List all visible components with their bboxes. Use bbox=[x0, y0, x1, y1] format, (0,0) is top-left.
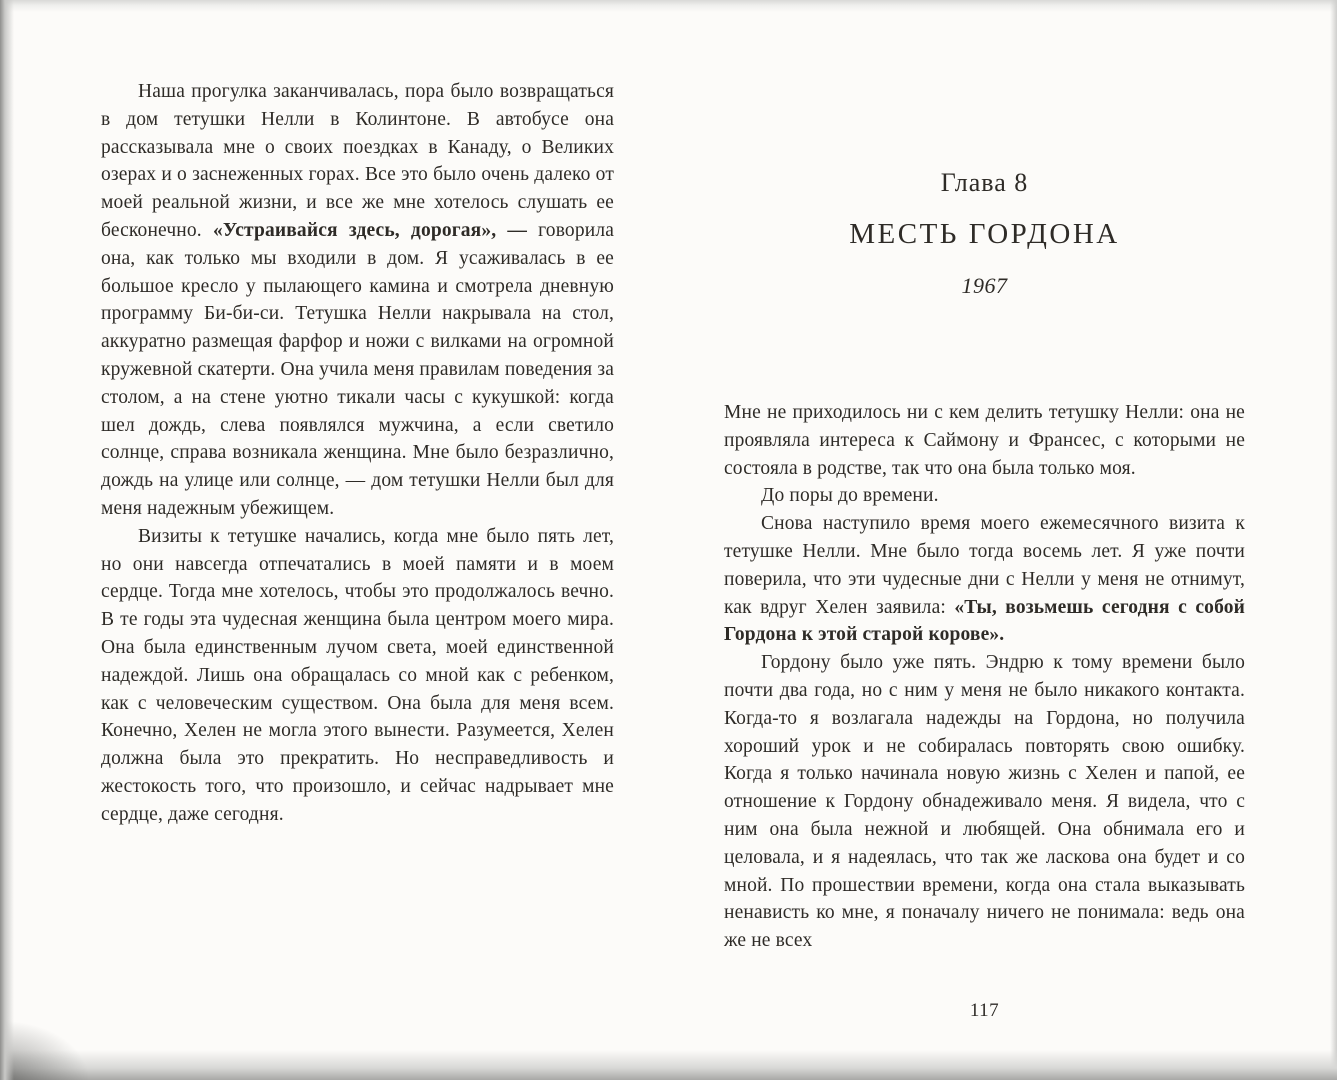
text-segment: До поры до времени. bbox=[761, 485, 939, 507]
text-segment: Наша прогулка заканчивалась, пора было возвращаться в дом тетушки Нелли в Колинтоне. В автобусе она рассказывала мне о своих поездках в Канаду, о Великих озерах и о заснеженных горах. Все это было очень далеко от моей реальной жизни, и все же мне хотелось слушать ее бесконечно. bbox=[101, 81, 614, 241]
paragraph bbox=[724, 399, 1245, 482]
scan-edge-right bbox=[1330, 0, 1337, 1080]
paragraph bbox=[724, 649, 1245, 955]
right-page-body-text bbox=[724, 399, 1245, 955]
text-segment: говорила она, как только мы входили в дом. Я усаживалась в ее большое кресло у пылающего камина и смотрела дневную программу Би-би-си. Тетушка Нелли накрывала на стол, аккуратно размещая фарфор и ножи с вилками на огромной кружевной скатерти. Она учила меня правилам поведения за столом, а на стене уютно тикали часы с кукушкой: когда шел дождь, слева появлялся мужчина, а если светило солнце, справа возникала женщина. Мне было безразлично, дождь на улице или солнце, — дом тетушки Нелли был для меня надежным убежищем. bbox=[101, 219, 615, 519]
left-page bbox=[101, 0, 614, 1080]
bold-text-segment: «Устраивайся здесь, дорогая», — bbox=[212, 219, 528, 241]
chapter-year: 1967 bbox=[961, 273, 1008, 298]
page-number: 117 bbox=[969, 1000, 1000, 1021]
paragraph bbox=[101, 523, 614, 829]
text-segment: Мне не приходилось ни с кем делить тетушку Нелли: она не проявляла интереса к Саймону и Франсес, с которыми не состояла в родстве, так что она была только моя. bbox=[724, 402, 1245, 479]
bold-text-segment: «Ты, возьмешь сегодня с собой Гордона к этой старой корове». bbox=[724, 596, 1245, 646]
paragraph bbox=[724, 510, 1245, 649]
chapter-label: Глава 8 bbox=[940, 168, 1029, 197]
text-segment: Гордону было уже пять. Эндрю к тому времени было почти два года, но с ним у меня не было никакого контакта. Когда-то я возлагала надежды на Гордона, но получила хороший урок и не собиралась повторять свою ошибку. Когда я только начинала новую жизнь с Хелен и папой, ее отношение к Гордону обнадеживало меня. Я видела, что с ним она была нежной и любящей. Она обнимала его и целовала, и я надеялась, что так же ласкова она будет и со мной. По прошествии времени, когда она стала выказывать ненависть ко мне, я поначалу ничего не понимала: ведь она же не всех bbox=[724, 652, 1245, 952]
paragraph bbox=[724, 482, 1245, 510]
text-segment: Визиты к тетушке начались, когда мне было пять лет, но они навсегда отпечатались в моей памяти и в моем сердце. Тогда мне хотелось, чтобы это продолжалось вечно. В те годы эта чудесная женщина была центром моего мира. Она была единственным лучом света, моей единственной надеждой. Лишь она обращалась со мной как с ребенком, как с человеческим существом. Она была для меня всем. Конечно, Хелен не могла этого вынести. Разумеется, Хелен должна была это прекратить. Но несправедливость и жестокость того, что произошло, и сейчас надрывает мне сердце, даже сегодня. bbox=[101, 525, 614, 825]
chapter-heading bbox=[724, 168, 1245, 299]
text-segment: Снова наступило время моего ежемесячного визита к тетушке Нелли. Мне было тогда восемь лет. Я уже почти поверила, что эти чудесные дни с Нелли у меня не отнимут, как вдруг Хелен заявила: bbox=[724, 513, 1245, 618]
scan-edge-left bbox=[0, 0, 14, 1080]
paragraph bbox=[101, 78, 614, 523]
right-page bbox=[724, 0, 1245, 1080]
left-page-body-text bbox=[101, 78, 614, 829]
chapter-title: МЕСТЬ ГОРДОНА bbox=[849, 218, 1120, 250]
